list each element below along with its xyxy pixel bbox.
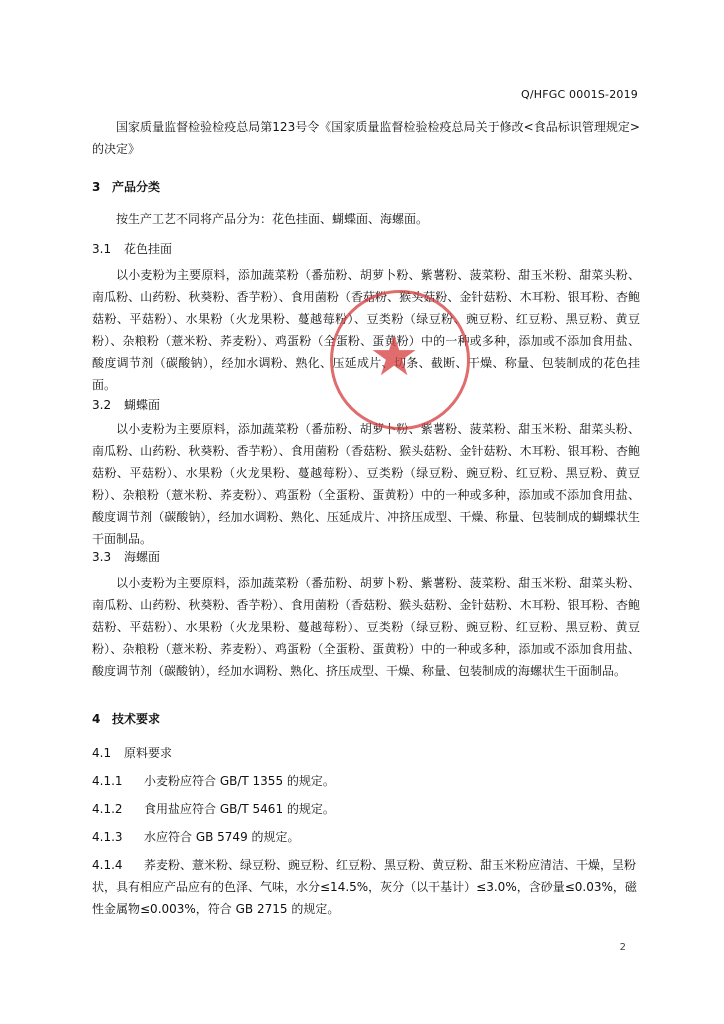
clause-text: 荞麦粉、薏米粉、绿豆粉、豌豆粉、红豆粉、黑豆粉、黄豆粉、甜玉米粉应清洁、干燥，呈粉状，具有相应产品应有的色泽、气味，水分≤14.5%，灰分（以干基计）≤3.0%，含砂量≤0.03%，磁性金属物≤0.003%，符合 GB 2715 的规定。 (92, 858, 637, 916)
intro-reference: 国家质量监督检验检疫总局第123号令《国家质量监督检验检疫总局关于修改<食品标识管理规定>的决定》 (92, 120, 640, 156)
clause-title: 蝴蝶面 (124, 398, 161, 412)
clause-text: 水应符合 GB 5749 的规定。 (144, 830, 300, 844)
clause-number: 3.1 (92, 242, 112, 256)
section-number: 4 (92, 712, 101, 726)
clause-3-1-heading (92, 240, 172, 257)
section-4-heading (92, 710, 160, 727)
seal-star-icon: ★ (369, 324, 420, 389)
clause-3-3-heading (92, 548, 160, 565)
clause-number: 4.1.1 (92, 774, 123, 788)
clause-4-1-4 (92, 854, 640, 920)
company-seal (330, 290, 470, 430)
section-3-heading (92, 178, 160, 195)
clause-text: 食用盐应符合 GB/T 5461 的规定。 (144, 802, 335, 816)
clause-3-2-heading (92, 396, 160, 413)
clause-number: 4.1.4 (92, 858, 123, 872)
clause-number: 4.1 (92, 746, 112, 760)
section-title: 技术要求 (112, 712, 161, 726)
clause-3-3-text: 以小麦粉为主要原料，添加蔬菜粉（番茄粉、胡萝卜粉、紫薯粉、菠菜粉、甜玉米粉、甜菜头粉、南瓜粉、山药粉、秋葵粉、香芋粉）、食用菌粉（香菇粉、猴头菇粉、金针菇粉、木耳粉、银耳粉、杏鲍菇粉、平菇粉）、水果粉（火龙果粉、蔓越莓粉）、豆类粉（绿豆粉、豌豆粉、红豆粉、黑豆粉、黄豆粉）、杂粮粉（薏米粉、荞麦粉）、鸡蛋粉（全蛋粉、蛋黄粉）中的一种或多种，添加或不添加食用盐、酸度调节剂（碳酸钠），经加水调粉、熟化、挤压成型、干燥、称量、包装制成的海螺状生干面制品。 (92, 576, 640, 678)
page-number: 2 (619, 942, 626, 953)
clause-number: 3.2 (92, 398, 112, 412)
clause-title: 花色挂面 (124, 242, 173, 256)
clause-title: 海螺面 (124, 550, 161, 564)
standard-code: Q/HFGC 0001S-2019 (520, 88, 638, 101)
clause-number: 3.3 (92, 550, 112, 564)
clause-3-1-text: 以小麦粉为主要原料，添加蔬菜粉（番茄粉、胡萝卜粉、紫薯粉、菠菜粉、甜玉米粉、甜菜头粉、南瓜粉、山药粉、秋葵粉、香芋粉）、食用菌粉（香菇粉、猴头菇粉、金针菇粉、木耳粉、银耳粉、杏鲍菇粉、平菇粉）、水果粉（火龙果粉、蔓越莓粉）、豆类粉（绿豆粉、豌豆粉、红豆粉、黑豆粉、黄豆粉）、杂粮粉（薏米粉、荞麦粉）、鸡蛋粉（全蛋粉、蛋黄粉）中的一种或多种，添加或不添加食用盐、酸度调节剂（碳酸钠），经加水调粉、熟化、压延成片、切条、截断、干燥、称量、包装制成的花色挂面。 (92, 268, 640, 392)
clause-number: 4.1.2 (92, 802, 123, 816)
clause-title: 原料要求 (124, 746, 173, 760)
clause-4-1-heading (92, 744, 172, 761)
clause-3-2-text: 以小麦粉为主要原料，添加蔬菜粉（番茄粉、胡萝卜粉、紫薯粉、菠菜粉、甜玉米粉、甜菜头粉、南瓜粉、山药粉、秋葵粉、香芋粉）、食用菌粉（香菇粉、猴头菇粉、金针菇粉、木耳粉、银耳粉、杏鲍菇粉、平菇粉）、水果粉（火龙果粉、蔓越莓粉）、豆类粉（绿豆粉、豌豆粉、红豆粉、黑豆粉、黄豆粉）、杂粮粉（薏米粉、荞麦粉）、鸡蛋粉（全蛋粉、蛋黄粉）中的一种或多种，添加或不添加食用盐、酸度调节剂（碳酸钠），经加水调粉、熟化、压延成片、冲挤压成型、干燥、称量、包装制成的蝴蝶状生干面制品。 (92, 422, 640, 546)
section-title: 产品分类 (112, 180, 161, 194)
clause-number: 4.1.3 (92, 830, 123, 844)
clause-text: 小麦粉应符合 GB/T 1355 的规定。 (144, 774, 335, 788)
clause-4-1-3 (92, 826, 640, 848)
clause-4-1-2 (92, 798, 640, 820)
clause-4-1-1 (92, 770, 640, 792)
section-number: 3 (92, 180, 101, 194)
section-3-intro: 按生产工艺不同将产品分为：花色挂面、蝴蝶面、海螺面。 (116, 212, 429, 226)
